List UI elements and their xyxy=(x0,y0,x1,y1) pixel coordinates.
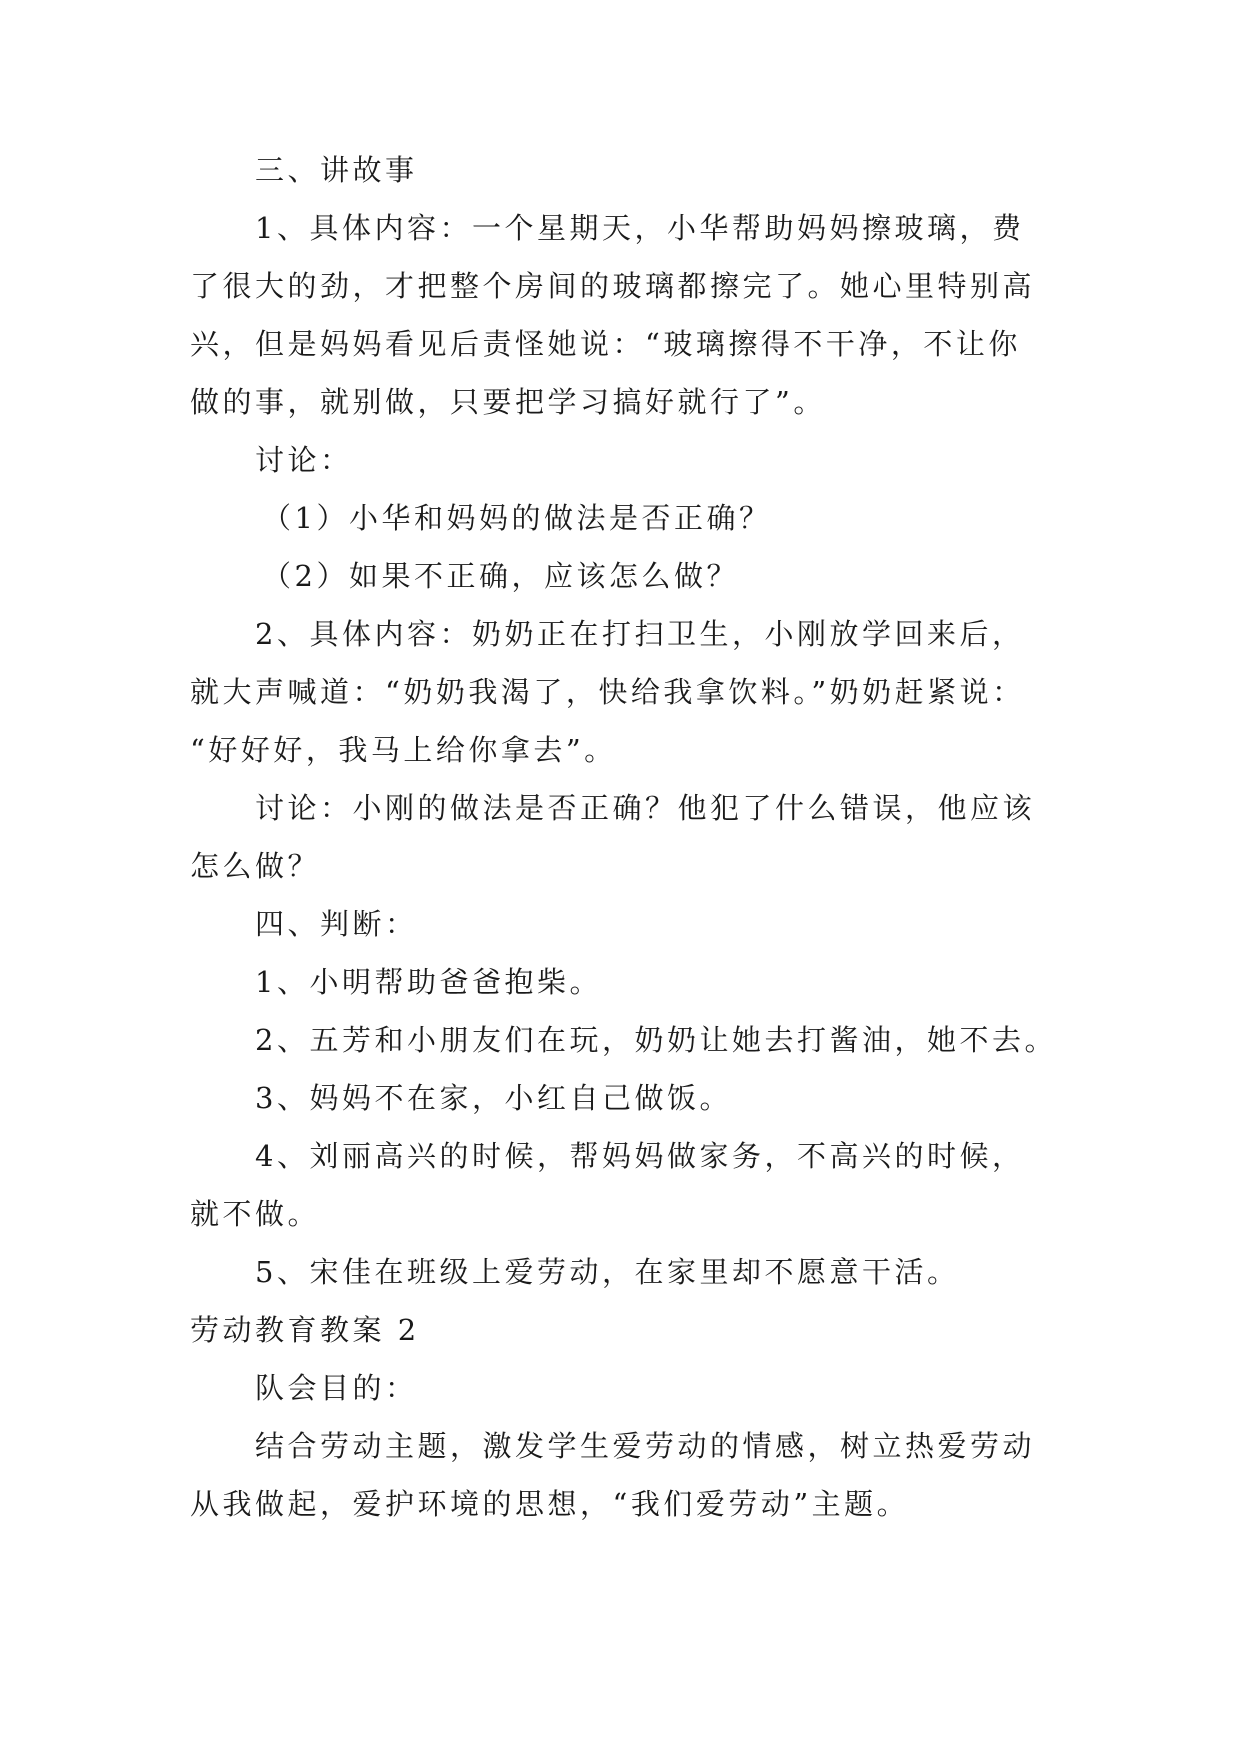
list-item: 3、妈妈不在家，小红自己做饭。 xyxy=(255,1081,732,1115)
paragraph-line: 结合劳动主题，激发学生爱劳动的情感，树立热爱劳动 xyxy=(255,1429,1036,1463)
paragraph-line: 就大声喊道：“奶奶我渴了，快给我拿饮料。”奶奶赶紧说： xyxy=(190,675,1025,709)
section-heading-judgement: 四、判断： xyxy=(255,907,418,941)
list-item: 5、宋佳在班级上爱劳动，在家里却不愿意干活。 xyxy=(255,1255,960,1289)
paragraph-line: “好好好，我马上给你拿去”。 xyxy=(190,733,617,767)
discussion-question: （1）小华和妈妈的做法是否正确？ xyxy=(262,501,772,535)
paragraph-line: 做的事，就别做，只要把学习搞好就行了”。 xyxy=(190,385,826,419)
paragraph-line: 从我做起，爱护环境的思想，“我们爱劳动”主题。 xyxy=(190,1487,910,1521)
paragraph-line: 了很大的劲，才把整个房间的玻璃都擦完了。她心里特别高 xyxy=(190,269,1036,303)
section-heading-storytelling: 三、讲故事 xyxy=(255,153,418,187)
paragraph-line: 1、具体内容：一个星期天，小华帮助妈妈擦玻璃，费 xyxy=(255,211,1025,245)
paragraph-line: 怎么做？ xyxy=(190,849,321,883)
list-item: 4、刘丽高兴的时候，帮妈妈做家务，不高兴的时候， xyxy=(255,1139,1025,1173)
paragraph-line: 2、具体内容：奶奶正在打扫卫生，小刚放学回来后， xyxy=(255,617,1025,651)
section-heading-purpose: 队会目的： xyxy=(255,1371,418,1405)
paragraph-line: 兴，但是妈妈看见后责怪她说：“玻璃擦得不干净，不让你 xyxy=(190,327,1021,361)
document-title: 劳动教育教案 2 xyxy=(190,1313,420,1347)
paragraph-line: 讨论：小刚的做法是否正确？他犯了什么错误，他应该 xyxy=(255,791,1036,825)
list-item-continuation: 就不做。 xyxy=(190,1197,321,1231)
discussion-label: 讨论： xyxy=(255,443,353,477)
discussion-question: （2）如果不正确，应该怎么做？ xyxy=(262,559,739,593)
list-item: 2、五芳和小朋友们在玩，奶奶让她去打酱油，她不去。 xyxy=(255,1023,1057,1057)
list-item: 1、小明帮助爸爸抱柴。 xyxy=(255,965,602,999)
